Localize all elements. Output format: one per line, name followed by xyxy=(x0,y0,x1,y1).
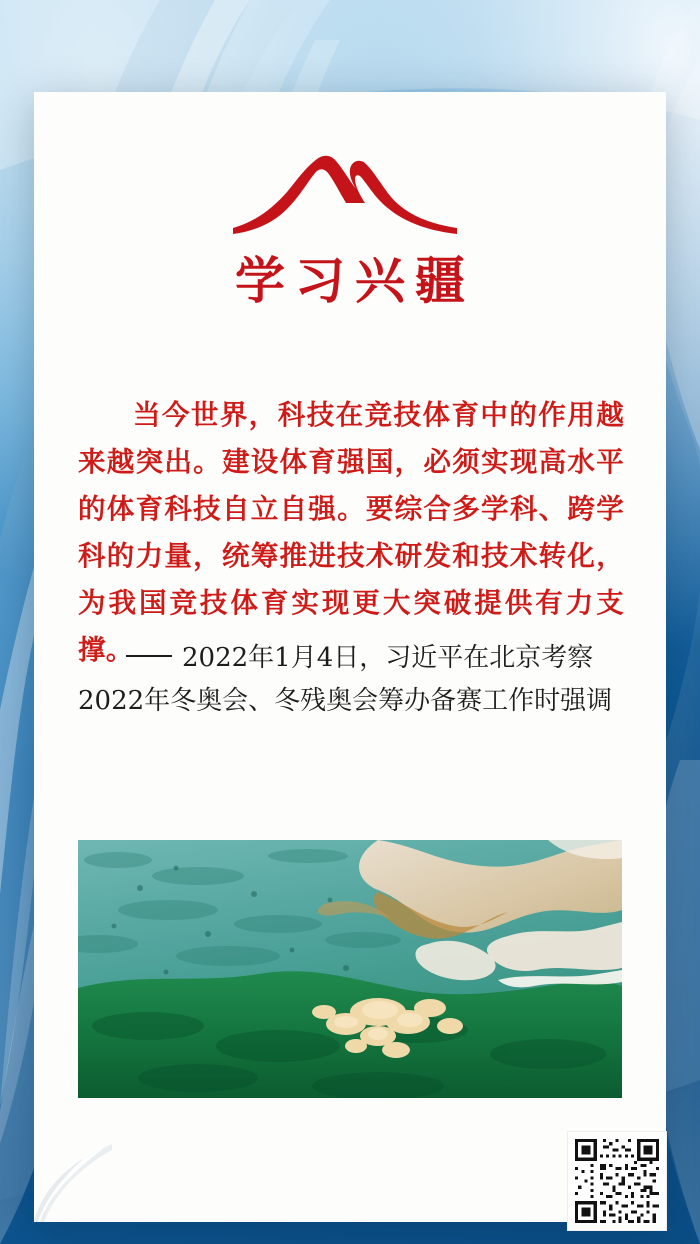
qr-code[interactable] xyxy=(568,1132,666,1230)
content-card xyxy=(34,92,666,1222)
qr-code-image xyxy=(572,1136,662,1226)
page-fold-decoration xyxy=(34,1144,112,1222)
em-dash xyxy=(126,655,172,657)
red-mountain-icon xyxy=(225,150,475,250)
brand-title: 学习兴疆 xyxy=(235,251,475,310)
brand-logo xyxy=(34,150,666,310)
aerial-lake-shoreline-photo xyxy=(78,840,622,1098)
quote-text: 当今世界，科技在竞技体育中的作用越来越突出。建设体育强国，必须实现高水平的体育科技自立自强。要综合多学科、跨学科的力量，统筹推进技术研发和技术转化，为我国竞技体育实现更大突破提供有力支撑。 xyxy=(78,399,624,666)
attribution-line-2: 2022年冬奥会、冬残奥会筹办备赛工作时强调 xyxy=(78,686,613,716)
attribution xyxy=(78,637,624,723)
attribution-line-1: 2022年1月4日，习近平在北京考察 xyxy=(182,643,594,673)
photo-illustration xyxy=(78,840,622,1098)
